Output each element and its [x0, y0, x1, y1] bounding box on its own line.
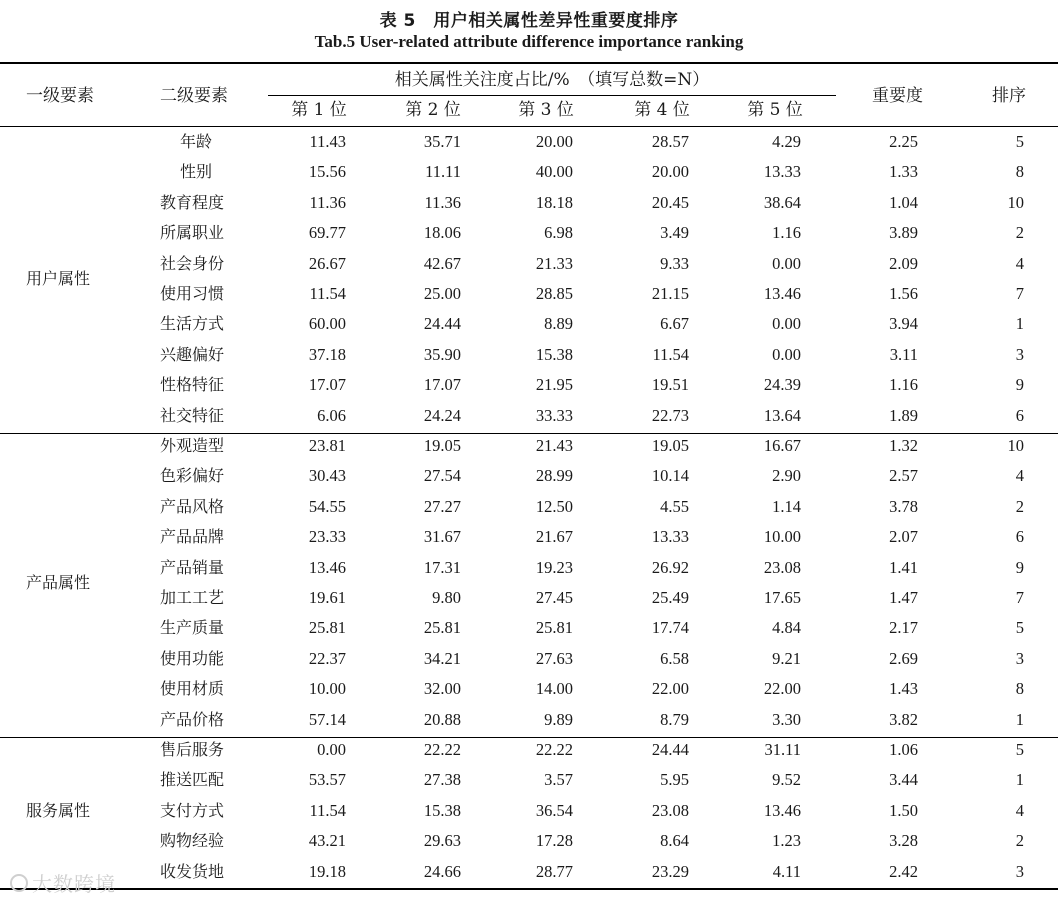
cell-rank: 4: [1015, 466, 1024, 486]
cell-importance: 1.47: [889, 588, 918, 607]
cell-pos1: 11.43: [309, 132, 346, 151]
cell-pos4: 13.33: [651, 527, 689, 547]
group-separator: [0, 737, 1058, 738]
cell-pos1: 43.21: [308, 831, 346, 851]
cell-pos3: 8.89: [544, 314, 573, 334]
row-label: 教育程度: [160, 192, 225, 212]
cell-pos4: 20.45: [651, 192, 689, 212]
cell-pos3: 6.98: [544, 223, 573, 243]
cell-pos3: 14.00: [535, 679, 573, 699]
cell-pos2: 35.90: [423, 344, 461, 364]
cell-pos1: 19.61: [308, 588, 346, 607]
cell-pos3: 40.00: [535, 162, 573, 182]
cell-rank: 3: [1015, 861, 1024, 881]
row-label: 所属职业: [160, 223, 225, 243]
cell-pos4: 21.15: [651, 284, 689, 303]
cell-pos3: 21.95: [535, 375, 573, 395]
row-label: 使用功能: [160, 648, 225, 668]
cell-pos1: 22.37: [308, 648, 346, 668]
cell-importance: 3.28: [889, 831, 918, 851]
cell-pos3: 22.22: [535, 740, 573, 759]
cell-pos3: 18.18: [535, 192, 573, 212]
cell-pos4: 10.14: [651, 466, 689, 486]
header-position-4: 第 4 位: [634, 100, 690, 120]
cell-rank: 5: [1015, 132, 1024, 151]
cell-pos2: 9.80: [432, 588, 461, 607]
cell-pos5: 38.64: [763, 192, 801, 212]
header-level1: 一级要素: [26, 86, 94, 106]
cell-pos3: 27.45: [535, 588, 573, 607]
cell-importance: 1.06: [889, 740, 918, 759]
cell-importance: 3.82: [889, 709, 918, 729]
top-rule: [0, 62, 1058, 64]
row-label: 生活方式: [160, 314, 225, 334]
header-bottom-rule: [0, 126, 1058, 127]
cell-pos5: 23.08: [763, 557, 801, 577]
cell-importance: 1.33: [889, 162, 918, 182]
cell-pos1: 26.67: [308, 253, 346, 273]
cell-importance: 1.56: [889, 284, 918, 303]
cell-importance: 1.50: [889, 800, 918, 820]
cell-pos5: 9.21: [772, 648, 801, 668]
cell-pos4: 23.08: [651, 800, 689, 820]
row-label: 支付方式: [160, 800, 225, 820]
watermark-icon: [10, 874, 28, 892]
row-label: 社交特征: [160, 405, 225, 425]
cell-pos2: 17.31: [423, 557, 461, 577]
row-label: 产品价格: [160, 709, 225, 729]
table-caption-cn: 表 5 用户相关属性差异性重要度排序: [379, 11, 679, 31]
cell-importance: 2.57: [889, 466, 918, 486]
cell-importance: 3.11: [889, 344, 918, 364]
cell-pos5: 3.30: [772, 709, 801, 729]
cell-rank: 1: [1015, 770, 1024, 790]
row-label: 产品销量: [160, 557, 225, 577]
cell-pos2: 20.88: [423, 709, 461, 729]
cell-importance: 1.89: [889, 405, 918, 425]
row-label: 推送匹配: [160, 770, 225, 790]
cell-pos1: 23.81: [308, 436, 346, 455]
group-label: 产品属性: [26, 572, 91, 592]
row-label: 年龄: [180, 132, 213, 151]
cell-pos3: 28.85: [535, 284, 573, 303]
cell-pos5: 1.16: [772, 223, 801, 243]
cell-pos2: 34.21: [423, 648, 461, 668]
cell-pos2: 24.24: [423, 405, 461, 425]
cell-pos4: 11.54: [652, 344, 689, 364]
cell-importance: 2.42: [889, 861, 918, 881]
cell-pos2: 27.54: [423, 466, 461, 486]
cell-pos1: 23.33: [308, 527, 346, 547]
cell-pos3: 36.54: [535, 800, 573, 820]
header-level2: 二级要素: [160, 86, 228, 106]
cell-pos5: 31.11: [764, 740, 801, 759]
cell-pos2: 11.36: [424, 192, 461, 212]
cell-pos2: 31.67: [423, 527, 461, 547]
cell-importance: 1.04: [889, 192, 918, 212]
header-group: 相关属性关注度占比/% （填写总数=N）: [394, 70, 710, 90]
cell-pos4: 19.05: [651, 436, 689, 455]
cell-pos4: 22.73: [651, 405, 689, 425]
cell-pos3: 25.81: [535, 618, 573, 638]
row-label: 性格特征: [160, 375, 225, 395]
cell-pos3: 33.33: [535, 405, 573, 425]
cell-rank: 10: [1007, 436, 1024, 455]
cell-pos2: 32.00: [423, 679, 461, 699]
row-label: 购物经验: [160, 831, 225, 851]
cell-pos2: 25.81: [423, 618, 461, 638]
cell-pos1: 60.00: [308, 314, 346, 334]
cell-rank: 4: [1015, 800, 1024, 820]
cell-pos1: 10.00: [308, 679, 346, 699]
cell-pos3: 12.50: [535, 496, 573, 516]
cell-pos1: 25.81: [308, 618, 346, 638]
cell-rank: 3: [1015, 648, 1024, 668]
cell-pos2: 25.00: [423, 284, 461, 303]
cell-pos2: 42.67: [423, 253, 461, 273]
cell-pos5: 17.65: [763, 588, 801, 607]
cell-importance: 2.69: [889, 648, 918, 668]
header-position-2: 第 2 位: [405, 100, 461, 120]
cell-pos4: 17.74: [651, 618, 689, 638]
row-label: 色彩偏好: [160, 466, 225, 486]
row-label: 收发货地: [160, 861, 225, 881]
row-label: 产品风格: [160, 496, 225, 516]
cell-pos4: 8.64: [660, 831, 689, 851]
row-label: 社会身份: [160, 253, 225, 273]
cell-pos1: 13.46: [308, 557, 346, 577]
cell-importance: 2.25: [889, 132, 918, 151]
cell-pos5: 1.23: [772, 831, 801, 851]
cell-importance: 2.17: [889, 618, 918, 638]
header-sub-rule: [268, 95, 836, 96]
cell-pos1: 11.36: [309, 192, 346, 212]
cell-pos4: 25.49: [651, 588, 689, 607]
cell-pos1: 53.57: [308, 770, 346, 790]
cell-pos5: 4.11: [772, 861, 801, 881]
cell-pos1: 54.55: [308, 496, 346, 516]
cell-pos5: 16.67: [763, 436, 801, 455]
cell-pos4: 4.55: [660, 496, 689, 516]
cell-pos2: 11.11: [425, 162, 461, 182]
bottom-rule: [0, 888, 1058, 890]
cell-pos5: 13.64: [763, 405, 801, 425]
cell-pos5: 24.39: [763, 375, 801, 395]
cell-pos5: 10.00: [763, 527, 801, 547]
row-label: 外观造型: [160, 436, 225, 455]
cell-pos5: 22.00: [763, 679, 801, 699]
cell-pos5: 13.46: [763, 800, 801, 820]
header-position-3: 第 3 位: [518, 100, 574, 120]
cell-rank: 2: [1015, 496, 1024, 516]
cell-pos2: 22.22: [423, 740, 461, 759]
row-label: 性别: [180, 162, 213, 182]
cell-pos3: 3.57: [544, 770, 573, 790]
row-label: 使用材质: [160, 679, 225, 699]
cell-rank: 5: [1015, 618, 1024, 638]
header-position-1: 第 1 位: [291, 100, 347, 120]
cell-pos5: 0.00: [772, 314, 801, 334]
cell-pos5: 4.29: [772, 132, 801, 151]
watermark: [10, 868, 116, 897]
cell-pos3: 9.89: [544, 709, 573, 729]
cell-importance: 3.44: [889, 770, 918, 790]
cell-rank: 9: [1015, 557, 1024, 577]
cell-pos3: 28.77: [535, 861, 573, 881]
cell-importance: 1.43: [889, 679, 918, 699]
cell-pos1: 11.54: [309, 284, 346, 303]
cell-pos4: 24.44: [651, 740, 689, 759]
row-label: 产品品牌: [160, 527, 225, 547]
group-separator: [0, 433, 1058, 434]
cell-pos4: 6.67: [660, 314, 689, 334]
cell-pos3: 21.33: [535, 253, 573, 273]
cell-importance: 3.78: [889, 496, 918, 516]
cell-importance: 1.16: [889, 375, 918, 395]
cell-pos5: 0.00: [772, 253, 801, 273]
row-label: 加工工艺: [160, 588, 225, 607]
cell-rank: 8: [1015, 679, 1024, 699]
cell-rank: 2: [1015, 831, 1024, 851]
cell-pos4: 28.57: [651, 132, 689, 151]
cell-pos2: 24.66: [423, 861, 461, 881]
cell-pos4: 9.33: [660, 253, 689, 273]
cell-pos1: 11.54: [309, 800, 346, 820]
row-label: 兴趣偏好: [160, 344, 225, 364]
group-label: 用户属性: [26, 268, 91, 288]
cell-rank: 4: [1015, 253, 1024, 273]
cell-importance: 2.09: [889, 253, 918, 273]
cell-pos2: 35.71: [423, 132, 461, 151]
cell-pos4: 20.00: [651, 162, 689, 182]
cell-pos4: 6.58: [660, 648, 689, 668]
cell-pos3: 15.38: [535, 344, 573, 364]
cell-pos1: 6.06: [317, 405, 346, 425]
header-position-5: 第 5 位: [747, 100, 803, 120]
cell-rank: 1: [1015, 709, 1024, 729]
cell-pos5: 2.90: [772, 466, 801, 486]
cell-rank: 8: [1015, 162, 1024, 182]
cell-pos2: 15.38: [423, 800, 461, 820]
cell-pos5: 4.84: [772, 618, 801, 638]
cell-pos5: 9.52: [772, 770, 801, 790]
cell-importance: 1.32: [889, 436, 918, 455]
cell-pos2: 27.38: [423, 770, 461, 790]
cell-pos1: 17.07: [308, 375, 346, 395]
cell-pos5: 1.14: [772, 496, 801, 516]
cell-pos4: 3.49: [660, 223, 689, 243]
cell-importance: 3.89: [889, 223, 918, 243]
cell-pos1: 69.77: [308, 223, 346, 243]
cell-pos1: 57.14: [308, 709, 346, 729]
cell-pos2: 19.05: [423, 436, 461, 455]
header-importance: 重要度: [872, 86, 923, 106]
cell-importance: 1.41: [889, 557, 918, 577]
cell-rank: 7: [1015, 284, 1024, 303]
cell-rank: 6: [1015, 527, 1024, 547]
cell-pos5: 13.46: [763, 284, 801, 303]
cell-pos4: 19.51: [651, 375, 689, 395]
cell-rank: 5: [1015, 740, 1024, 759]
cell-importance: 2.07: [889, 527, 918, 547]
cell-pos3: 21.43: [535, 436, 573, 455]
cell-rank: 9: [1015, 375, 1024, 395]
cell-pos2: 17.07: [423, 375, 461, 395]
row-label: 使用习惯: [160, 284, 225, 303]
cell-pos1: 0.00: [317, 740, 346, 759]
cell-pos1: 19.18: [308, 861, 346, 881]
cell-pos3: 27.63: [535, 648, 573, 668]
cell-pos2: 18.06: [423, 223, 461, 243]
cell-pos5: 13.33: [763, 162, 801, 182]
cell-pos3: 20.00: [535, 132, 573, 151]
cell-pos3: 19.23: [535, 557, 573, 577]
cell-rank: 1: [1015, 314, 1024, 334]
cell-rank: 3: [1015, 344, 1024, 364]
cell-pos4: 5.95: [660, 770, 689, 790]
cell-pos1: 30.43: [308, 466, 346, 486]
cell-pos2: 27.27: [423, 496, 461, 516]
cell-pos5: 0.00: [772, 344, 801, 364]
cell-pos2: 29.63: [423, 831, 461, 851]
cell-rank: 6: [1015, 405, 1024, 425]
cell-pos1: 37.18: [308, 344, 346, 364]
cell-pos1: 15.56: [308, 162, 346, 182]
header-rank: 排序: [992, 86, 1026, 106]
cell-pos4: 8.79: [660, 709, 689, 729]
cell-pos3: 17.28: [535, 831, 573, 851]
row-label: 售后服务: [160, 740, 225, 759]
cell-pos4: 22.00: [651, 679, 689, 699]
group-label: 服务属性: [26, 800, 91, 820]
cell-rank: 7: [1015, 588, 1024, 607]
cell-pos2: 24.44: [423, 314, 461, 334]
cell-pos3: 21.67: [535, 527, 573, 547]
cell-pos4: 23.29: [651, 861, 689, 881]
row-label: 生产质量: [160, 618, 225, 638]
table-caption-en: Tab.5 User-related attribute difference importance ranking: [314, 32, 744, 51]
cell-importance: 3.94: [889, 314, 918, 334]
cell-rank: 2: [1015, 223, 1024, 243]
cell-pos4: 26.92: [651, 557, 689, 577]
cell-pos3: 28.99: [535, 466, 573, 486]
watermark-text: 大数跨境: [32, 872, 116, 896]
cell-rank: 10: [1007, 192, 1024, 212]
